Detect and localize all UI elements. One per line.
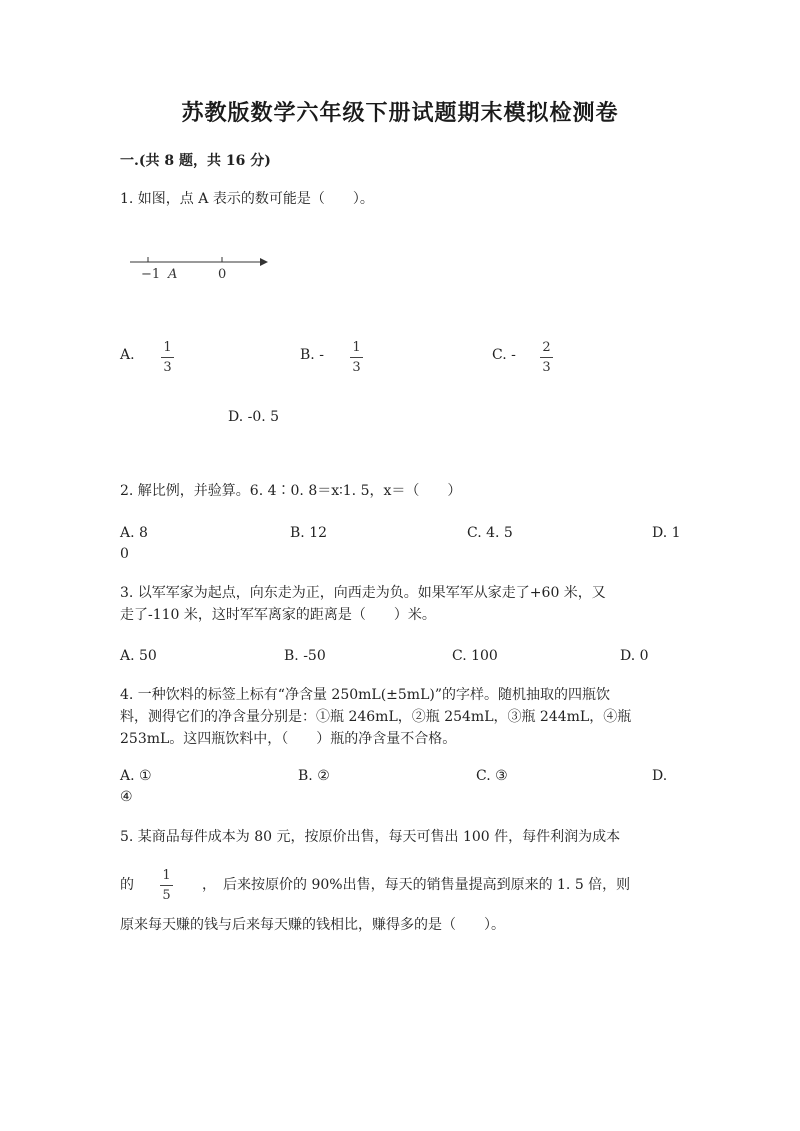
label-neg1: −1: [141, 267, 161, 282]
fraction-denominator: 3: [352, 360, 361, 375]
question-4-stem-line-2: 料，测得它们的净含量分别是：①瓶 246mL，②瓶 254mL，③瓶 244mL，④瓶: [120, 709, 632, 725]
question-3-stem-line-1: 3. 以军军家为起点，向东走为正，向西走为负。如果军军从家走了+60 米，又: [120, 585, 606, 601]
fraction-denominator: 3: [542, 360, 551, 375]
fraction-bar: [160, 885, 173, 886]
number-line-figure: [128, 250, 273, 282]
page-title: 苏教版数学六年级下册试题期末模拟检测卷: [181, 100, 619, 126]
question-4-stem-line-1: 4. 一种饮料的标签上标有“净含量 250mL(±5mL)”的字样。随机抽取的四瓶饮: [120, 687, 610, 703]
question-5-stem-line-1: 5. 某商品每件成本为 80 元，按原价出售，每天可售出 100 件，每件利润为成本: [120, 829, 621, 845]
q5-fraction: [160, 868, 173, 903]
q1-option-d: D. -0. 5: [228, 409, 280, 425]
fraction-bar: [161, 357, 174, 358]
q2-option-b: B. 12: [290, 525, 328, 541]
question-5-stem-line-2b: ， 后来按原价的 90%出售，每天的销售量提高到原来的 1. 5 倍，则: [202, 877, 631, 893]
question-2-stem: 2. 解比例，并验算。6. 4∶0. 8＝x∶1. 5，x＝（ ）: [120, 483, 462, 499]
question-4-stem-line-3: 253mL。这四瓶饮料中，（ ）瓶的净含量不合格。: [120, 731, 457, 747]
q2-option-d-wrap: 0: [120, 546, 129, 562]
fraction-numerator: 2: [542, 340, 551, 355]
q4-option-d: D.: [652, 768, 668, 784]
q1-option-b-prefix: B. -: [300, 347, 324, 363]
fraction-denominator: 3: [163, 360, 172, 375]
q4-option-d-wrap: ④: [120, 789, 133, 805]
section-heading: 一.(共 8 题，共 16 分): [120, 153, 271, 169]
q1-option-a-prefix: A.: [120, 347, 135, 363]
fraction-numerator: 1: [163, 340, 172, 355]
q1-option-a-fraction: [161, 340, 174, 375]
q2-option-c: C. 4. 5: [467, 525, 513, 541]
q3-option-d: D. 0: [620, 648, 649, 664]
fraction-bar: [540, 357, 553, 358]
q1-option-b-fraction: [350, 340, 363, 375]
q2-option-d: D. 1: [652, 525, 681, 541]
q2-option-a: A. 8: [120, 525, 148, 541]
question-5-stem-line-3: 原来每天赚的钱与后来每天赚的钱相比，赚得多的是（ ）。: [120, 917, 505, 933]
fraction-denominator: 5: [162, 888, 171, 903]
q4-option-b: B. ②: [298, 768, 330, 784]
q3-option-c: C. 100: [452, 648, 498, 664]
q4-option-c: C. ③: [476, 768, 508, 784]
q1-option-c-fraction: [540, 340, 553, 375]
number-line-arrow: [260, 258, 268, 266]
q1-option-c-prefix: C. -: [492, 347, 516, 363]
q3-option-b: B. -50: [284, 648, 326, 664]
q4-option-a: A. ①: [120, 768, 152, 784]
fraction-numerator: 1: [162, 868, 171, 883]
question-1-stem: 1. 如图，点 A 表示的数可能是（ ）。: [120, 191, 374, 207]
q3-option-a: A. 50: [120, 648, 157, 664]
fraction-numerator: 1: [352, 340, 361, 355]
question-5-stem-line-2a: 的: [120, 877, 134, 893]
question-3-stem-line-2: 走了-110 米，这时军军离家的距离是（ ）米。: [120, 607, 436, 623]
fraction-bar: [350, 357, 363, 358]
label-a: A: [168, 267, 178, 282]
label-zero: 0: [218, 267, 227, 282]
